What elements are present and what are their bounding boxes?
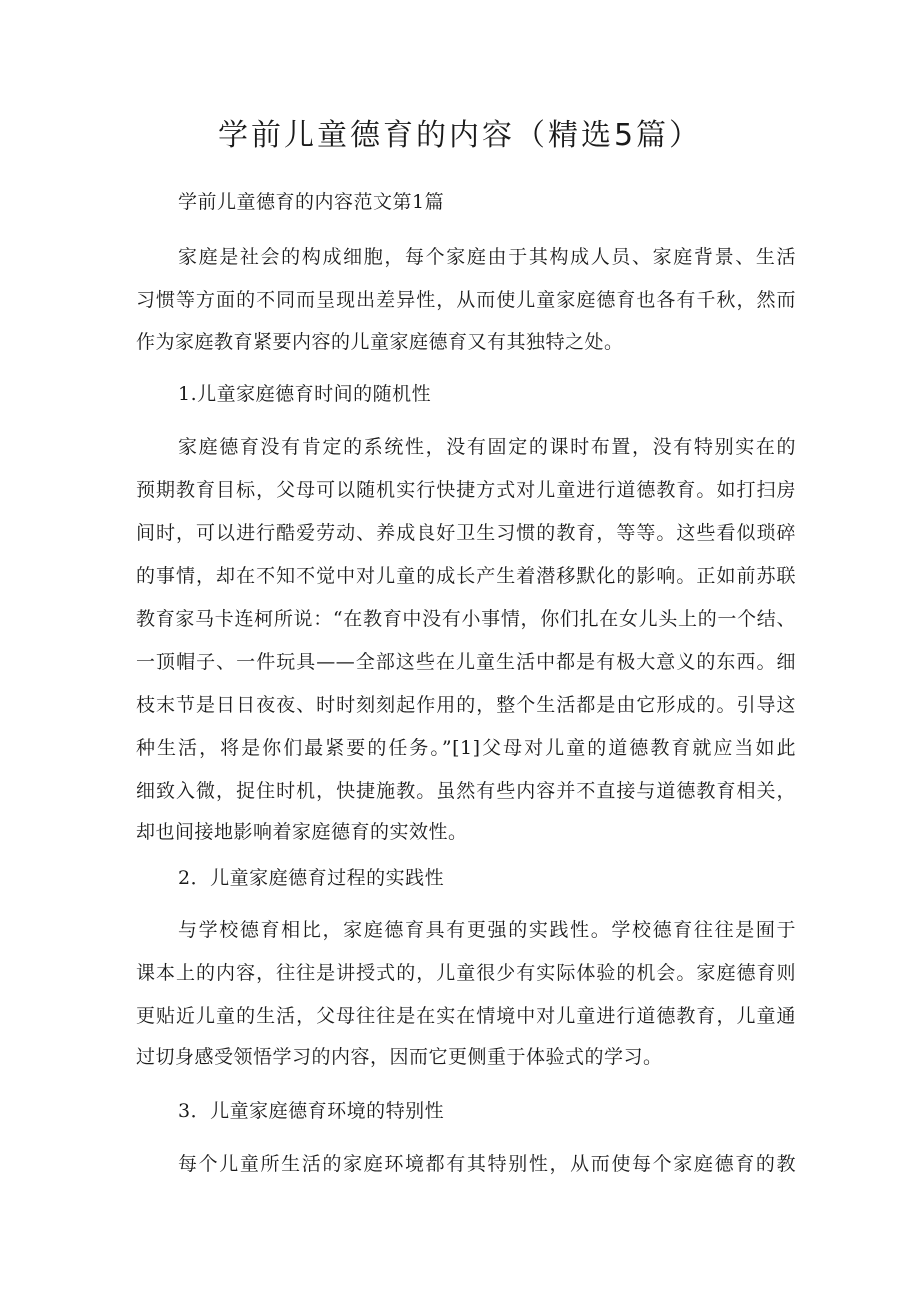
section-heading: 3．儿童家庭德育环境的特别性 bbox=[178, 1100, 445, 1122]
paragraph-line: 家庭是社会的构成细胞，每个家庭由于其构成人员、家庭背景、生活 bbox=[178, 246, 796, 268]
paragraph-line: 课本上的内容，往往是讲授式的，儿童很少有实际体验的机会。家庭德育则 bbox=[136, 962, 796, 984]
paragraph-line: 却也间接地影响着家庭德育的实效性。 bbox=[136, 821, 468, 843]
paragraph-line: 每个儿童所生活的家庭环境都有其特别性，从而使每个家庭德育的教 bbox=[178, 1153, 796, 1175]
paragraph-line: 种生活，将是你们最紧要的任务。”[1]父母对儿童的道德教育就应当如此 bbox=[136, 737, 796, 759]
paragraph-line: 过切身感受领悟学习的内容，因而它更侧重于体验式的学习。 bbox=[136, 1046, 663, 1068]
section-subtitle: 学前儿童德育的内容范文第1篇 bbox=[178, 191, 445, 213]
paragraph-line: 家庭德育没有肯定的系统性，没有固定的课时布置，没有特别实在的 bbox=[178, 436, 796, 458]
section-heading: 1.儿童家庭德育时间的随机性 bbox=[178, 383, 432, 405]
paragraph-line: 预期教育目标，父母可以随机实行快捷方式对儿童进行道德教育。如打扫房 bbox=[136, 479, 796, 501]
paragraph-line: 细致入微，捉住时机，快捷施教。虽然有些内容并不直接与道德教育相关， bbox=[136, 780, 796, 802]
paragraph-line: 一顶帽子、一件玩具——全部这些在儿童生活中都是有极大意义的东西。细 bbox=[136, 651, 796, 673]
paragraph-line: 教育家马卡连柯所说：“在教育中没有小事情，你们扎在女儿头上的一个结、 bbox=[136, 608, 796, 630]
paragraph-line: 习惯等方面的不同而呈现出差异性，从而使儿童家庭德育也各有千秋，然而 bbox=[136, 289, 796, 311]
paragraph-line: 枝末节是日日夜夜、时时刻刻起作用的，整个生活都是由它形成的。引导这 bbox=[136, 694, 796, 716]
section-heading: 2．儿童家庭德育过程的实践性 bbox=[178, 867, 445, 889]
document-title: 学前儿童德育的内容（精选5篇） bbox=[217, 118, 703, 153]
paragraph-line: 作为家庭教育紧要内容的儿童家庭德育又有其独特之处。 bbox=[136, 331, 624, 353]
paragraph-line: 的事情，却在不知不觉中对儿童的成长产生着潜移默化的影响。正如前苏联 bbox=[136, 565, 796, 587]
paragraph-line: 与学校德育相比，家庭德育具有更强的实践性。学校德育往往是囿于 bbox=[178, 919, 796, 941]
paragraph-line: 更贴近儿童的生活，父母往往是在实在情境中对儿童进行道德教育，儿童通 bbox=[136, 1005, 796, 1027]
paragraph-line: 间时，可以进行酷爱劳动、养成良好卫生习惯的教育，等等。这些看似琐碎 bbox=[136, 522, 796, 544]
